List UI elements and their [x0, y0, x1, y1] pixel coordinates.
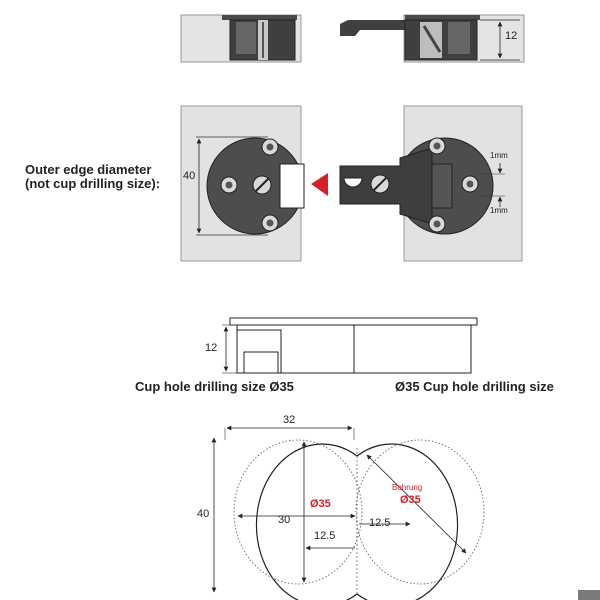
caption-right: Ø35 Cup hole drilling size	[395, 379, 554, 394]
bohrung-label: Bohrung	[392, 483, 423, 492]
screw-hole-bottom	[262, 215, 278, 231]
drilling-plan	[214, 428, 484, 600]
screw-hole-left	[221, 177, 237, 193]
height-label-section: 12	[205, 342, 218, 354]
insert-direction-arrow	[311, 173, 328, 196]
screw-hole-right	[462, 176, 478, 192]
width-label-32: 32	[283, 414, 296, 426]
gap-label-top: 1mm	[490, 151, 508, 160]
diameter-label-40-top: 40	[183, 170, 196, 182]
outer-edge-note-line1: Outer edge diameter	[25, 162, 152, 177]
hinge-cup-right	[340, 15, 480, 60]
caption-left: Cup hole drilling size Ø35	[135, 379, 294, 394]
half-left-label: 12.5	[314, 530, 336, 542]
screw-hole-top-right	[429, 138, 445, 154]
screw-hole-bottom-right	[429, 216, 445, 232]
arm-screw	[371, 175, 389, 193]
outer-edge-note-line2: (not cup drilling size):	[25, 176, 161, 191]
top-view	[181, 106, 522, 261]
hinge-plate-left	[207, 138, 304, 234]
gap-label-bottom: 1mm	[490, 206, 508, 215]
adjust-screw	[253, 176, 271, 194]
cross-section-view	[222, 318, 477, 373]
hinge-cup-left	[222, 15, 297, 60]
hinge-plate-right	[340, 138, 493, 234]
right-diameter-label: Ø35	[400, 494, 421, 506]
height-label-40: 40	[197, 508, 210, 520]
half-right-label: 12.5	[369, 517, 391, 529]
corner-marker	[578, 590, 600, 600]
height-label-top: 12	[505, 30, 518, 42]
left-diameter-label: Ø35	[310, 498, 331, 510]
screw-hole-top	[262, 139, 278, 155]
offset-label-30: 30	[278, 514, 291, 526]
side-view-installed	[181, 15, 524, 62]
